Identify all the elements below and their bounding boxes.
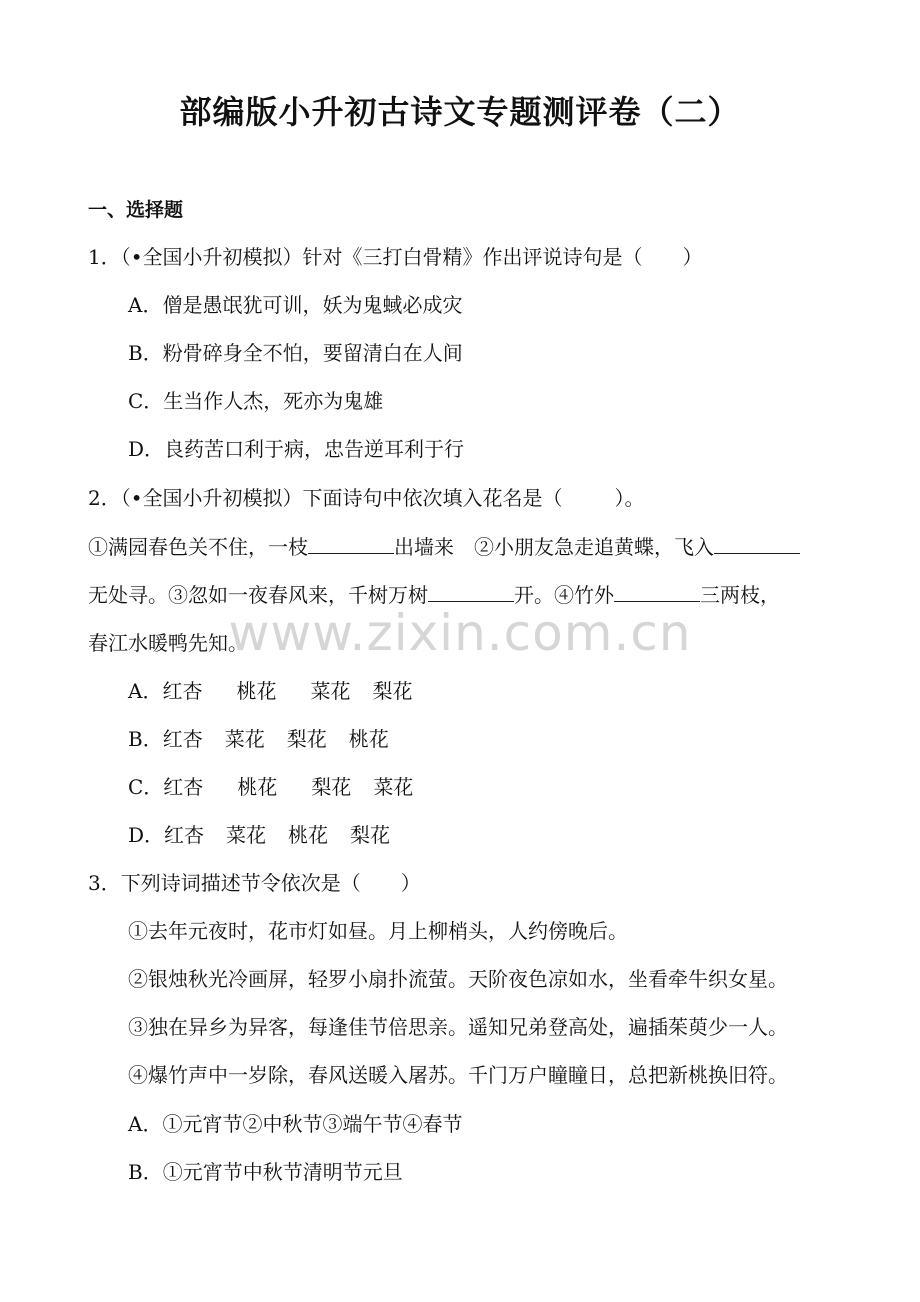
fill-blank bbox=[614, 581, 700, 602]
question-2-stem-text: 2．（•全国小升初模拟）下面诗句中依次填入花名是（ bbox=[88, 486, 563, 510]
question-2-stem bbox=[88, 484, 645, 512]
option-item: 菜花 bbox=[310, 679, 351, 703]
question-3-stem-text: 3．下列诗词描述节令依次是（ bbox=[88, 871, 361, 895]
option-item: 梨花 bbox=[286, 727, 327, 751]
question-3-stem bbox=[88, 869, 421, 897]
option-item: B．红杏 bbox=[128, 727, 203, 751]
option-item: 梨花 bbox=[372, 679, 413, 703]
question-2-text: 无处寻。③忽如一夜春风来，千树万树 bbox=[88, 583, 428, 607]
fill-blank bbox=[714, 533, 800, 554]
watermark: www.zixin.com.cn bbox=[228, 604, 692, 662]
option-item: 菜花 bbox=[226, 823, 267, 847]
question-3-option-a: A．①元宵节②中秋节③端午节④春节 bbox=[128, 1112, 463, 1136]
option-item: 桃花 bbox=[237, 775, 278, 799]
question-2-text: 三两枝， bbox=[700, 583, 780, 607]
question-3-stem-close: ） bbox=[400, 871, 421, 895]
fill-blank bbox=[308, 533, 394, 554]
question-1-stem-text: 1．（•全国小升初模拟）针对《三打白骨精》作出评说诗句是（ bbox=[88, 245, 643, 269]
option-item: 桃花 bbox=[236, 679, 277, 703]
question-3-poem-4: ④爆竹声中一岁除，春风送暖入屠苏。千门万户瞳瞳日，总把新桃换旧符。 bbox=[128, 1063, 788, 1087]
question-2-text: ①满园春色关不住，一枝 bbox=[88, 535, 308, 559]
option-item: D．红杏 bbox=[128, 823, 205, 847]
question-2-text: 出墙来 ②小朋友急走追黄蝶，飞入 bbox=[394, 535, 714, 559]
question-3-option-b: B．①元宵节中秋节清明节元旦 bbox=[128, 1160, 403, 1184]
question-1-option-a: A．僧是愚氓犹可训，妖为鬼蜮必成灾 bbox=[128, 293, 463, 317]
question-1-option-d: D．良药苦口利于病，忠告逆耳利于行 bbox=[128, 437, 465, 461]
question-2-stem-close: ）。 bbox=[614, 486, 645, 510]
option-item: A．红杏 bbox=[128, 679, 203, 703]
question-1-option-b: B．粉骨碎身全不怕，要留清白在人间 bbox=[128, 341, 463, 365]
option-item: 菜花 bbox=[373, 775, 414, 799]
section-heading: 一、选择题 bbox=[88, 199, 184, 221]
question-2-poem-line-2 bbox=[88, 581, 780, 609]
question-2-text: 开。④竹外 bbox=[514, 583, 614, 607]
question-1-option-c: C．生当作人杰，死亦为鬼雄 bbox=[128, 389, 384, 413]
question-1-stem-close: ） bbox=[682, 245, 703, 269]
option-item: 梨花 bbox=[350, 823, 391, 847]
option-item: 桃花 bbox=[348, 727, 389, 751]
question-2-option-c bbox=[128, 773, 413, 801]
question-2-option-d bbox=[128, 821, 390, 849]
option-item: 梨花 bbox=[311, 775, 352, 799]
option-item: 菜花 bbox=[224, 727, 265, 751]
option-item: C．红杏 bbox=[128, 775, 204, 799]
fill-blank bbox=[428, 581, 514, 602]
option-item: 桃花 bbox=[288, 823, 329, 847]
page-title: 部编版小升初古诗文专题测评卷（二） bbox=[179, 93, 741, 131]
question-3-poem-1: ①去年元夜时，花市灯如昼。月上柳梢头，人约傍晚后。 bbox=[128, 919, 628, 943]
question-3-poem-2: ②银烛秋光冷画屏，轻罗小扇扑流萤。天阶夜色凉如水，坐看牵牛织女星。 bbox=[128, 967, 788, 991]
question-3-poem-3: ③独在异乡为异客，每逢佳节倍思亲。遥知兄弟登高处，遍插茱萸少一人。 bbox=[128, 1015, 788, 1039]
question-2-poem-line-1 bbox=[88, 533, 800, 561]
question-1-stem bbox=[88, 243, 703, 271]
question-2-option-b bbox=[128, 725, 389, 753]
question-2-poem-line-3: 春江水暖鸭先知。 bbox=[88, 631, 248, 655]
question-2-option-a bbox=[128, 677, 412, 705]
